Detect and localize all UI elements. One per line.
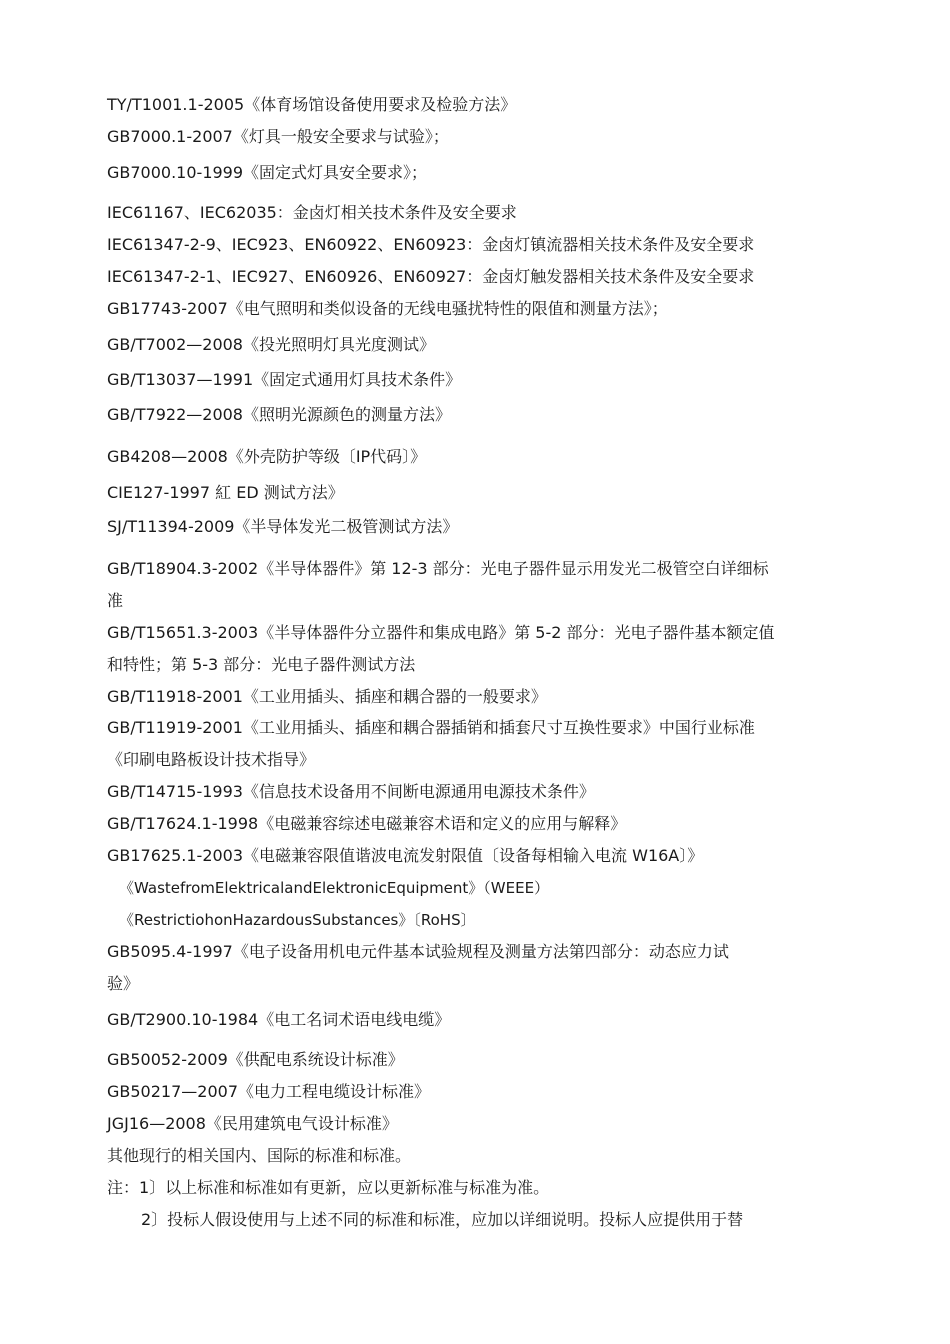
standard-line: TY/T1001.1-2005《体育场馆设备使用要求及检验方法》 [107,95,517,114]
standard-line: GB17743-2007《电气照明和类似设备的无线电骚扰特性的限值和测量方法》； [107,299,668,318]
standard-line: GB7000.1-2007《灯具一般安全要求与试验》； [107,127,449,146]
standard-line: GB/T11919-2001《工业用插头、插座和耦合器插销和插套尺寸互换性要求》中国行业标准 [107,718,755,737]
standard-line: GB/T15651.3-2003《半导体器件分立器件和集成电路》第 5-2 部分：光电子器件基本额定值 [107,623,775,642]
standard-line: GB/T7922—2008《照明光源颜色的测量方法》 [107,405,451,424]
standard-line: GB/T14715-1993《信息技术设备用不间断电源通用电源技术条件》 [107,782,595,801]
standard-line: IEC61167、IEC62035：金卤灯相关技术条件及安全要求 [107,203,517,222]
note-line: 注：1〕以上标准和标准如有更新，应以更新标准与标准为准。 [107,1178,550,1197]
standard-line: GB5095.4-1997《电子设备用机电元件基本试验规程及测量方法第四部分：动态应力试 [107,942,729,961]
standard-line: GB4208—2008《外壳防护等级〔IP代码〕》 [107,447,427,466]
standard-line: 《RestrictiohonHazardousSubstances》〔RoHS〕 [119,911,476,929]
standard-line: IEC61347-2-9、IEC923、EN60922、EN60923：金卤灯镇流器相关技术条件及安全要求 [107,235,755,254]
standard-line: GB/T17624.1-1998《电磁兼容综述电磁兼容术语和定义的应用与解释》 [107,814,627,833]
standard-line: IEC61347-2-1、IEC927、EN60926、EN60927：金卤灯触发器相关技术条件及安全要求 [107,267,755,286]
standard-line: 《WastefromElektricalandElektronicEquipment》（WEEE） [119,879,550,897]
standard-line: GB17625.1-2003《电磁兼容限值谐波电流发射限值〔设备每相输入电流 W16A〕》 [107,846,704,865]
standard-line: GB50052-2009《供配电系统设计标准》 [107,1050,404,1069]
standard-line: GB7000.10-1999《固定式灯具安全要求》； [107,163,428,182]
standard-line: SJ/T11394-2009《半导体发光二极管测试方法》 [107,517,459,536]
standard-line-continuation: 《印刷电路板设计技术指导》 [107,750,316,769]
note-line: 2〕投标人假设使用与上述不同的标准和标准，应加以详细说明。投标人应提供用于替 [141,1210,744,1229]
standard-line: JGJ16—2008《民用建筑电气设计标准》 [107,1114,398,1133]
standard-line: GB/T2900.10-1984《电工名词术语电线电缆》 [107,1010,451,1029]
body-text: 其他现行的相关国内、国际的标准和标准。 [107,1146,412,1165]
standard-line: GB/T7002—2008《投光照明灯具光度测试》 [107,335,435,354]
standard-line-continuation: 准 [107,591,124,610]
standard-line: CIE127-1997 紅 ED 测试方法》 [107,483,344,502]
standard-line: GB/T18904.3-2002《半导体器件》第 12-3 部分：光电子器件显示用发光二极管空白详细标 [107,559,769,578]
standard-line: GB/T11918-2001《工业用插头、插座和耦合器的一般要求》 [107,687,547,706]
standard-line: GB50217—2007《电力工程电缆设计标准》 [107,1082,430,1101]
standard-line-continuation: 和特性；第 5-3 部分：光电子器件测试方法 [107,655,416,674]
standard-line-continuation: 验》 [107,974,140,993]
standard-line: GB/T13037—1991《固定式通用灯具技术条件》 [107,370,462,389]
